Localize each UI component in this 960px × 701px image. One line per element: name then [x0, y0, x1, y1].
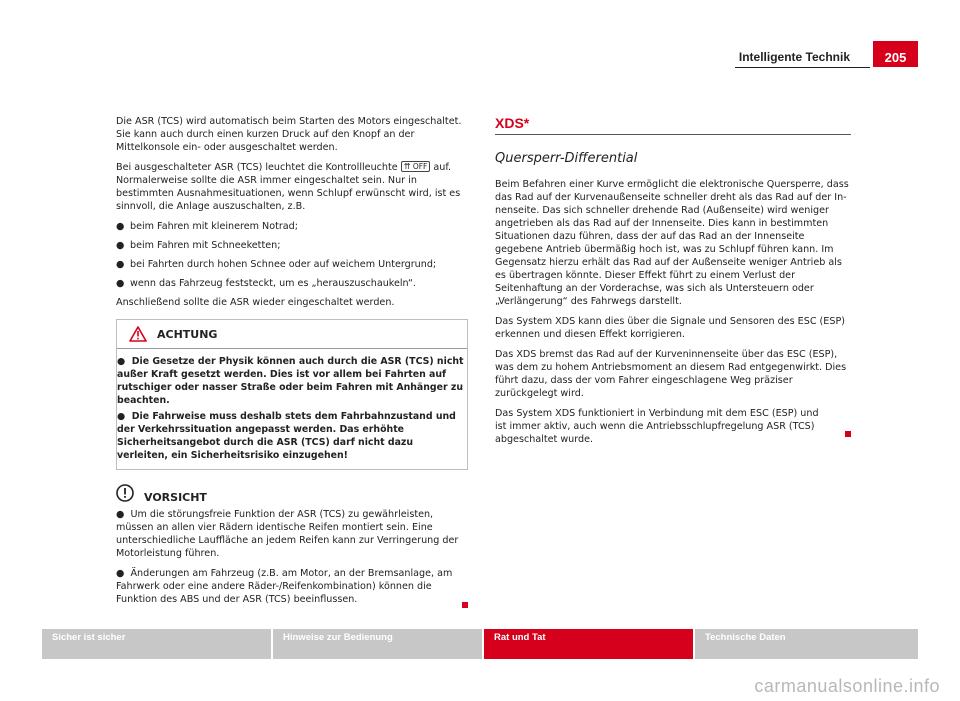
- right-paragraph-4-wrap: [495, 407, 851, 446]
- section-end-marker-icon: [462, 602, 468, 608]
- right-paragraph-1: Beim Befahren einer Kurve ermöglicht die elektronische Quersperre, dass das Rad auf der Kurvenaußenseite schneller dreht als das Rad auf der Innenseite. Das sich schneller drehende Rad (Außenseite) wird weniger angetrieben als das Rad auf der Innenseite. Dies kann in bestimmten Situationen dazu führen, dass der auf das Rad an der Innenseite gegebene Antrieb übermäßig hoch ist, was zu Schlupf führen kann. Im Gegensatz hierzu erhält das Rad auf der Außenseite weniger Antrieb als es übertragen könnte. Dieser Effekt führt zu einem Verlust der Seitenhaftung an der Vorderachse, was sich als Untersteuern oder „Verlängerung“ des Fahrwegs darstellt.: [495, 179, 849, 307]
- tab-sicher-ist-sicher[interactable]: Sicher ist sicher: [42, 629, 271, 659]
- warning-item: [117, 355, 467, 407]
- caution-exclamation-icon: [116, 484, 134, 502]
- tab-rat-und-tat[interactable]: Rat und Tat: [484, 629, 693, 659]
- bullet-icon: ●: [116, 278, 125, 289]
- bullet-icon: ●: [116, 259, 125, 270]
- caution-item: [116, 508, 468, 560]
- warning-header: [117, 320, 467, 349]
- header-rule: [735, 67, 870, 68]
- left-paragraph-2-end: auf. Normalerweise sollte die ASR immer eingeschaltet sein. Nur in bestimmten Ausnahmesituationen, wenn Schlupf erwünscht wird, ist es sinnvoll, die Anlage auszuschalten, z.B.: [116, 162, 461, 212]
- tab-technische-daten[interactable]: Technische Daten: [695, 629, 918, 659]
- caution-header: [116, 484, 468, 502]
- page-number: 205: [873, 41, 918, 67]
- section-end-marker-icon: [845, 431, 851, 437]
- section-title: XDS*: [495, 115, 851, 135]
- caution-body: [116, 508, 468, 606]
- asr-off-label: OFF: [412, 162, 428, 171]
- list-item-text: beim Fahren mit kleinerem Notrad;: [130, 221, 298, 232]
- warning-box: [116, 319, 468, 470]
- list-item: [116, 277, 468, 290]
- list-item: [116, 220, 468, 233]
- skid-car-icon: ⇈: [403, 162, 411, 171]
- list-item-text: beim Fahren mit Schneeketten;: [130, 240, 281, 251]
- list-item-text: wenn das Fahrzeug feststeckt, um es „herauszuschaukeln“.: [130, 278, 416, 289]
- warning-body: [117, 349, 467, 469]
- bullet-icon: ●: [116, 221, 125, 232]
- list-item: [116, 258, 468, 271]
- right-paragraph-3: Das XDS bremst das Rad auf der Kurveninnenseite über das ESC (ESP), was dem zu hohem Antriebsmoment an diesem Rad entgegenwirkt. Dies führt dazu, dass der vom Fahrer eingeschlagene Weg präziser zurückgelegt wird.: [495, 349, 847, 399]
- warning-item-text: Die Gesetze der Physik können auch durch die ASR (TCS) nicht außer Kraft gesetzt werden. Dies ist vor allem bei Fahrten auf rutschiger oder nasser Straße oder beim Fahren mit Anhänger zu beachten.: [117, 356, 464, 406]
- bullet-icon: ●: [116, 509, 125, 520]
- header-title: Intelligente Technik: [738, 50, 850, 64]
- left-paragraph-1: Die ASR (TCS) wird automatisch beim Starten des Motors eingeschaltet. Sie kann auch durch einen kurzen Druck auf den Knopf an der Mittelkonsole ein- oder ausgeschaltet werden.: [116, 116, 462, 153]
- asr-off-warning-light-icon: [401, 161, 431, 172]
- situation-list: [116, 220, 468, 290]
- list-item: [116, 239, 468, 252]
- caution-item-text: Änderungen am Fahrzeug (z.B. am Motor, an der Bremsanlage, am Fahrwerk oder eine andere Räder-/Reifenkombination) können die Funktion des ABS und der ASR (TCS) beeinflussen.: [116, 568, 453, 605]
- caution-title: VORSICHT: [144, 490, 207, 504]
- warning-title: ACHTUNG: [157, 327, 218, 341]
- bullet-icon: ●: [117, 411, 126, 422]
- left-paragraph-3: Anschließend sollte die ASR wieder eingeschaltet werden.: [116, 297, 395, 308]
- right-paragraph-2: Das System XDS kann dies über die Signale und Sensoren des ESC (ESP) erkennen und diesen Effekt korrigieren.: [495, 316, 845, 340]
- left-column: [116, 115, 468, 613]
- section-subtitle: Quersperr-Differential: [495, 151, 638, 166]
- bullet-icon: ●: [117, 356, 126, 367]
- caution-item: [116, 567, 468, 606]
- right-paragraph-4: Das System XDS funktioniert in Verbindung mit dem ESC (ESP) und ist immer aktiv, auch wenn die Antriebsschlupfregelung ASR (TCS) abgeschaltet wurde.: [495, 408, 819, 445]
- tab-hinweise-zur-bedienung[interactable]: Hinweise zur Bedienung: [273, 629, 482, 659]
- caution-item-text: Um die störungsfreie Funktion der ASR (TCS) zu gewährleisten, müssen an allen vier Rädern identische Reifen montiert sein. Eine unterschiedliche Lauffläche an jedem Reifen kann zur Verringerung der Motorleistung führen.: [116, 509, 459, 559]
- warning-item: [117, 410, 467, 462]
- bullet-icon: ●: [116, 568, 125, 579]
- watermark: carmanualsonline.info: [754, 676, 940, 696]
- warning-item-text: Die Fahrweise muss deshalb stets dem Fahrbahnzustand und der Verkehrssituation angepasst werden. Das erhöhte Sicherheitsangebot durch die ASR (TCS) darf nicht dazu verleiten, ein Sicherheitsrisiko einzugehen!: [117, 411, 456, 461]
- footer-tabs: [42, 629, 918, 659]
- warning-triangle-icon: [129, 326, 147, 342]
- list-item-text: bei Fahrten durch hohen Schnee oder auf weichem Untergrund;: [130, 259, 437, 270]
- left-paragraph-2: [116, 161, 468, 213]
- bullet-icon: ●: [116, 240, 125, 251]
- left-paragraph-2-start: Bei ausgeschalteter ASR (TCS) leuchtet die Kontrollleuchte: [116, 162, 401, 173]
- right-column: [495, 115, 851, 453]
